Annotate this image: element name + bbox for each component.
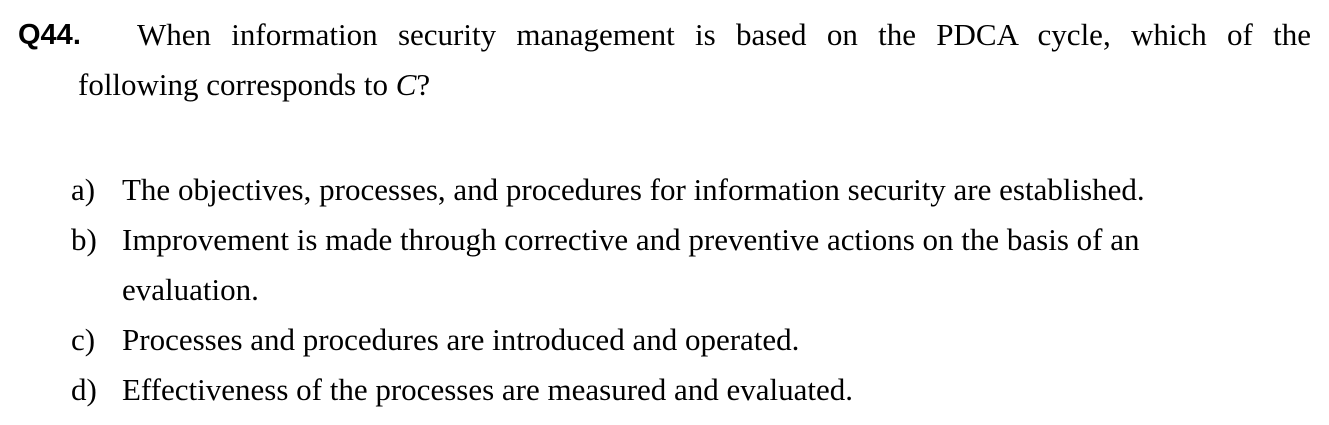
question-text: When information security management is based on the PDCA cycle, which of the [137,17,1311,52]
question-line-2 [78,64,1311,106]
option-letter: b) [71,222,97,257]
question-block [18,14,1311,106]
option-b [71,215,1271,315]
option-text: Processes and procedures are introduced and operated. [122,322,800,357]
option-c [71,315,1271,365]
question-text-continued: following corresponds to [78,67,396,102]
option-text: Improvement is made through corrective and preventive actions on the basis of an evaluation. [122,222,1140,307]
option-a [71,165,1271,215]
answer-options [71,165,1271,415]
option-d [71,365,1271,415]
option-letter: d) [71,372,97,407]
option-letter: c) [71,322,96,357]
option-text: Effectiveness of the processes are measured and evaluated. [122,372,854,407]
question-number: Q44. [18,19,81,51]
option-letter: a) [71,172,96,207]
option-text: The objectives, processes, and procedures for information security are established. [122,172,1145,207]
question-mark: ? [416,67,431,102]
question-italic-letter: C [395,67,417,102]
question-line-1 [18,14,1311,56]
